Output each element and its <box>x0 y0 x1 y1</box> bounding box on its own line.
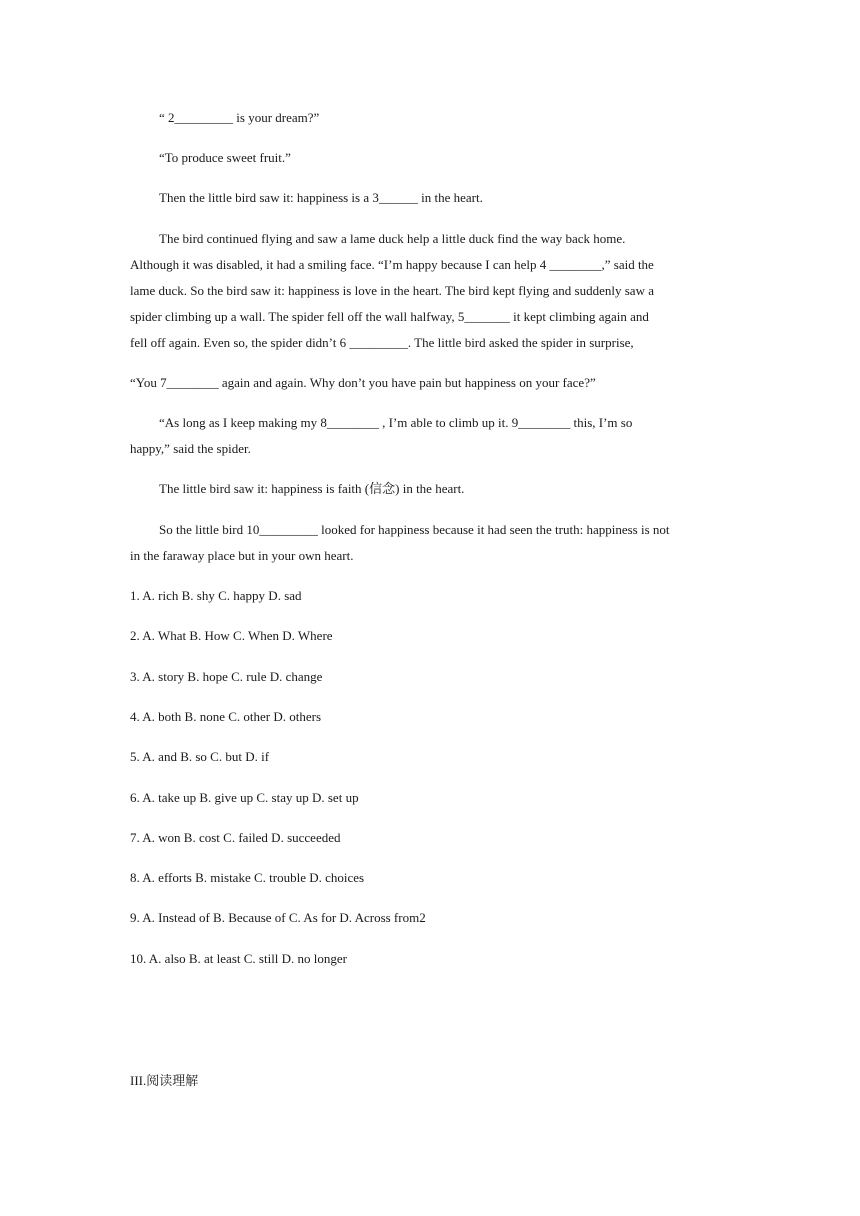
option-item-1: 1. A. rich B. shy C. happy D. sad <box>130 588 302 603</box>
passage-paragraph-faith: The little bird saw it: happiness is faith (信念) in the heart. <box>159 481 465 496</box>
option-item-5: 5. A. and B. so C. but D. if <box>130 749 270 764</box>
paragraph-line: So the little bird 10_________ looked for happiness because it had seen the truth: happiness is not <box>159 522 670 537</box>
option-item-10: 10. A. also B. at least C. still D. no longer <box>130 951 348 966</box>
passage-paragraph-dialogue-question: “ 2_________ is your dream?” <box>159 110 320 125</box>
option-item-3: 3. A. story B. hope C. rule D. change <box>130 669 323 684</box>
option-item-7: 7. A. won B. cost C. failed D. succeeded <box>130 830 341 845</box>
paragraph-line: The bird continued flying and saw a lame duck help a little duck find the way back home. <box>159 231 626 246</box>
paragraph-line: Although it was disabled, it had a smiling face. “I’m happy because I can help 4 ________,” said the <box>130 257 654 272</box>
passage-paragraph-dialogue-answer: “To produce sweet fruit.” <box>159 150 291 165</box>
option-item-4: 4. A. both B. none C. other D. others <box>130 709 322 724</box>
paragraph-line: happy,” said the spider. <box>130 441 251 456</box>
option-item-2: 2. A. What B. How C. When D. Where <box>130 628 333 643</box>
option-item-6: 6. A. take up B. give up C. stay up D. set up <box>130 790 359 805</box>
paragraph-line: spider climbing up a wall. The spider fell off the wall halfway, 5_______ it kept climbing again and <box>130 309 649 324</box>
paragraph-line: fell off again. Even so, the spider didn’t 6 _________. The little bird asked the spider in surprise, <box>130 335 634 350</box>
option-item-9: 9. A. Instead of B. Because of C. As for D. Across from2 <box>130 910 426 925</box>
paragraph-line: in the faraway place but in your own heart. <box>130 548 354 563</box>
option-item-8: 8. A. efforts B. mistake C. trouble D. choices <box>130 870 365 885</box>
passage-paragraph-bird-question: “You 7________ again and again. Why don’t you have pain but happiness on your face?” <box>130 375 596 390</box>
paragraph-line: “As long as I keep making my 8________ , I’m able to climb up it. 9________ this, I’m so <box>159 415 633 430</box>
paragraph-line: lame duck. So the bird saw it: happiness is love in the heart. The bird kept flying and suddenly saw a <box>130 283 654 298</box>
passage-paragraph-hope: Then the little bird saw it: happiness is a 3______ in the heart. <box>159 190 483 205</box>
section-heading: III.阅读理解 <box>130 1073 199 1088</box>
